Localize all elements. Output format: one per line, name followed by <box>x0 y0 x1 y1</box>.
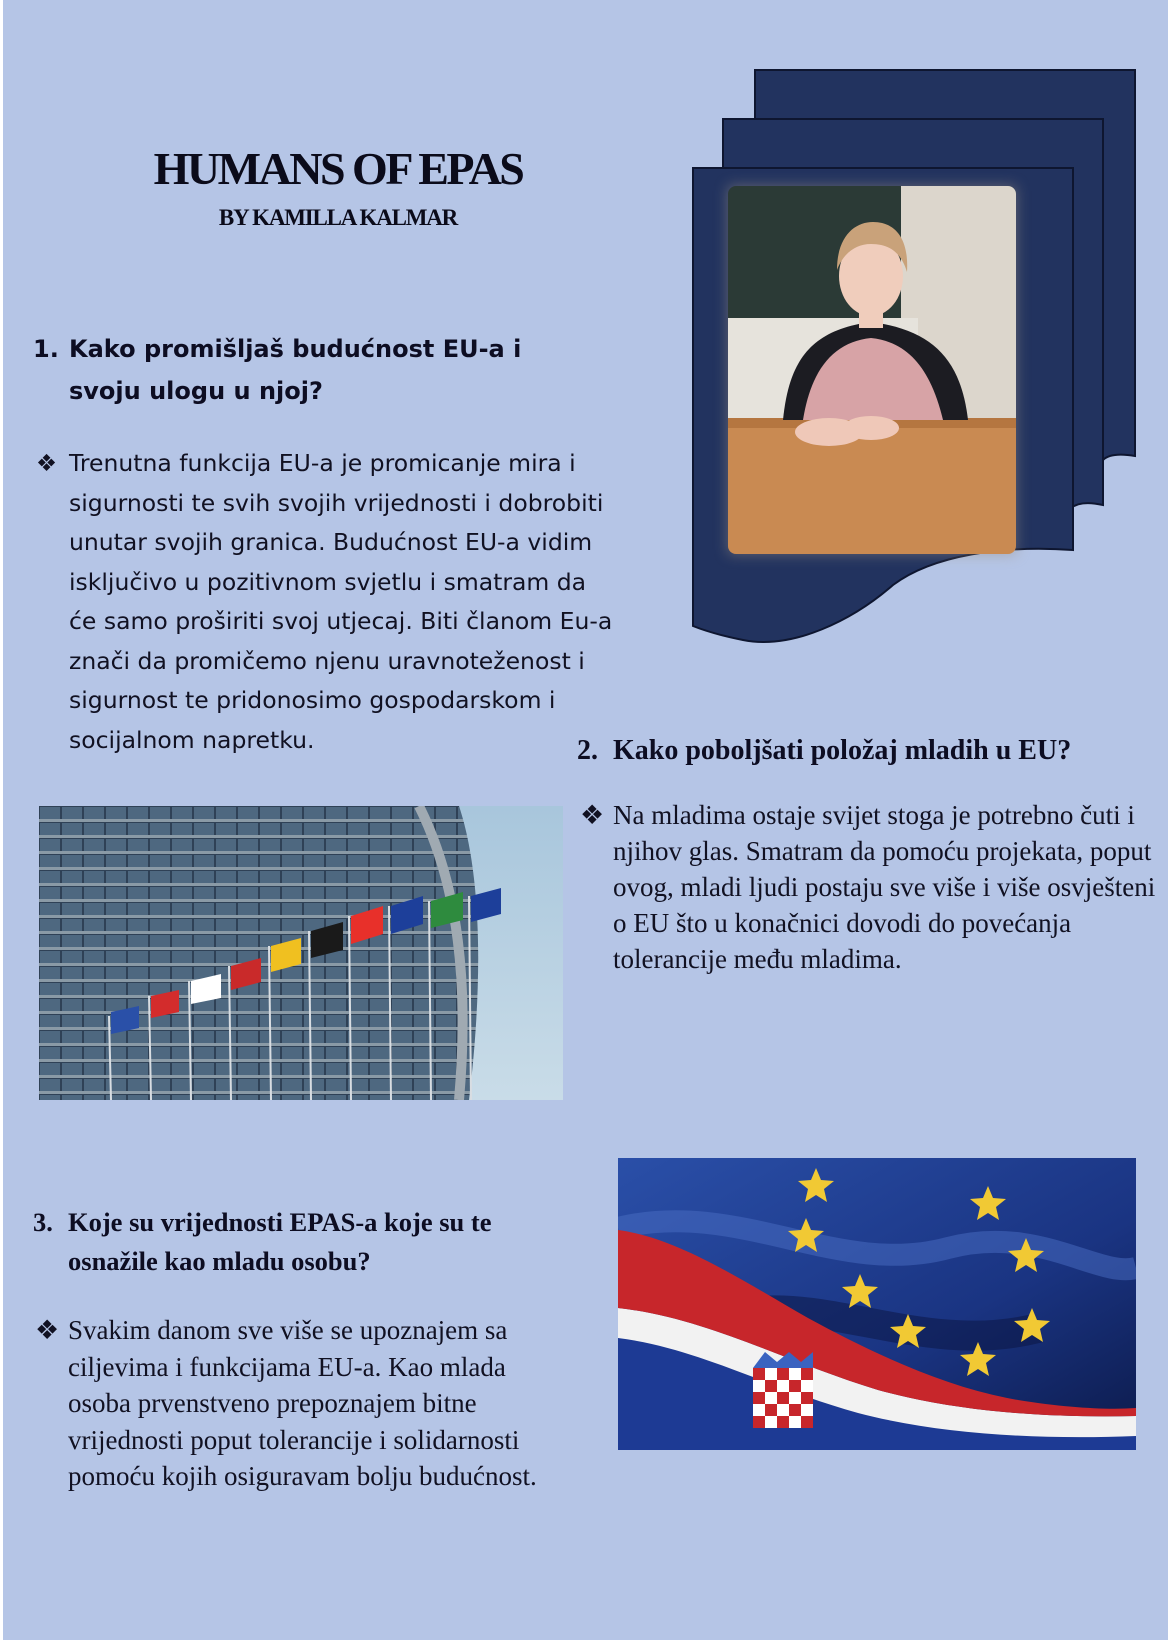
question-2-text: Kako poboljšati položaj mladih u EU? <box>613 735 1072 766</box>
portrait-photo <box>728 186 1016 558</box>
question-2-number: 2. <box>577 735 598 766</box>
diamond-bullet-icon: ❖ <box>36 449 58 477</box>
answer-3-text: Svakim danom sve više se upoznajem sa ciljevima i funkcijama EU-a. Kao mlada osoba prvenstveno prepoznajem bitne vrijednosti poput tolerancije i solidarnosti pomoću kojih osiguravam bolju budućnost. <box>68 1315 537 1491</box>
page-title: HUMANS OF EPAS <box>153 143 523 194</box>
question-3-text: Koje su vrijednosti EPAS-a koje su te osnažile kao mladu osobu? <box>68 1207 492 1276</box>
answer-2-text: Na mladima ostaje svijet stoga je potrebno čuti i njihov glas. Smatram da pomoću projekata, poput ovog, mladi ljudi postaju sve više i više osvješteni o EU što u konačnici dovodi do povećanja tolerancije među mladima. <box>613 800 1156 974</box>
byline: BY KAMILLA KALMAR <box>218 205 458 230</box>
page <box>3 0 1168 1640</box>
eu-parliament-flags-photo <box>39 806 563 1100</box>
question-3-number: 3. <box>33 1207 53 1237</box>
question-2 <box>577 733 1137 769</box>
answer-1 <box>36 444 616 760</box>
diamond-bullet-icon: ❖ <box>35 1315 60 1345</box>
answer-3 <box>35 1312 575 1495</box>
question-1-number: 1. <box>33 335 59 363</box>
answer-2 <box>580 797 1160 977</box>
eu-croatia-flags-photo <box>618 1158 1136 1450</box>
diamond-bullet-icon: ❖ <box>580 800 605 830</box>
question-1-text: Kako promišljaš budućnost EU-a i svoju ulogu u njoj? <box>69 335 522 405</box>
answer-1-text: Trenutna funkcija EU-a je promicanje mira i sigurnosti te svih svojih vrijednosti i dobrobiti unutar svojih granica. Budućnost EU-a vidim isključivo u pozitivnom svjetlu i smatram da će samo proširiti svoj utjecaj. Biti članom Eu-a znači da promičemo njenu uravnoteženost i sigurnost te pridonosimo gospodarskom i socijalnom napretku. <box>69 449 613 754</box>
question-1 <box>33 328 593 412</box>
question-3 <box>33 1203 573 1281</box>
